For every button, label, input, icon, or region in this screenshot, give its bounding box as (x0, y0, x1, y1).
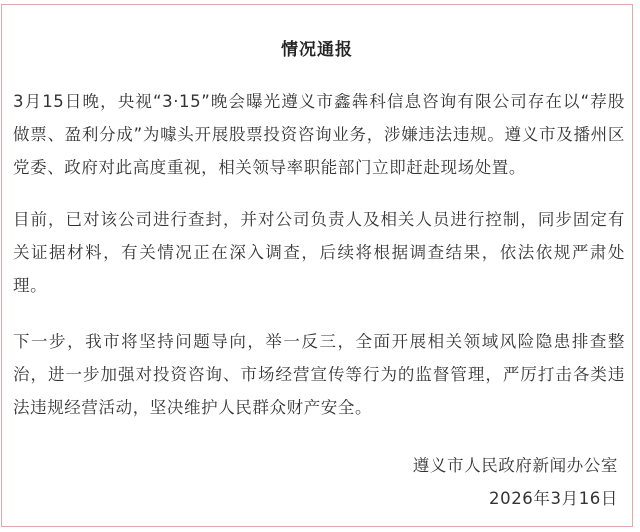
notice-paragraph-1: 3月15日晚，央视“3·15”晚会曝光遵义市鑫犇科信息咨询有限公司存在以“荐股做票、盈利分成”为噱头开展股票投资咨询业务，涉嫌违法违规。遵义市及播州区党委、政府对此高度重视，相关领导率职能部门立即赶赴现场处置。 (13, 92, 625, 177)
notice-frame (1, 4, 633, 527)
notice-paragraph-3: 下一步，我市将坚持问题导向，举一反三，全面开展相关领域风险隐患排查整治，进一步加强对投资咨询、市场经营宣传等行为的监督管理，严厉打击各类违法违规经营活动，坚决维护人民群众财产安全。 (13, 332, 625, 417)
notice-paragraph-2: 目前，已对该公司进行查封，并对公司负责人及相关人员进行控制，同步固定有关证据材料，有关情况正在深入调查，后续将根据调查结果，依法依规严肃处理。 (13, 210, 625, 295)
signature-date: 2026年3月16日 (489, 489, 618, 508)
notice-title: 情况通报 (281, 40, 353, 60)
signature-organization: 遵义市人民政府新闻办公室 (412, 456, 618, 475)
